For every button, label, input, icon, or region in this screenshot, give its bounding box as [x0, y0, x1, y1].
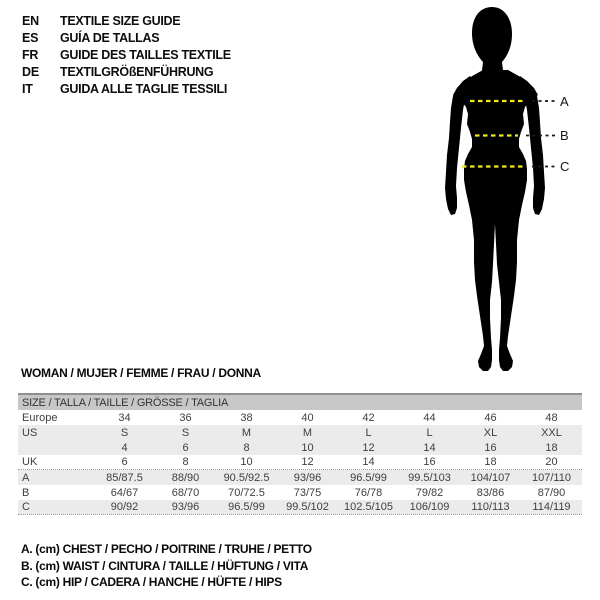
row-label: C: [22, 501, 30, 513]
language-title: TEXTILE SIZE GUIDE: [60, 13, 181, 28]
marker-label-a: A: [560, 94, 569, 109]
measurement-legend: [21, 542, 312, 592]
row-label: A: [22, 471, 30, 484]
size-cell: 46: [484, 411, 497, 424]
language-row: [22, 46, 231, 63]
size-cell: 88/90: [171, 471, 200, 484]
size-cell: 6: [182, 441, 189, 454]
size-cell: 93/96: [171, 501, 200, 513]
size-cell: 42: [362, 411, 375, 424]
legend-chest: A. (cm) CHEST / PECHO / POITRINE / TRUHE / PETTO: [21, 542, 312, 556]
row-label: Europe: [22, 411, 58, 424]
size-cell: 64/67: [110, 486, 139, 499]
table-row: [18, 425, 582, 440]
size-cell: 18: [545, 441, 558, 454]
size-cell: L: [365, 426, 372, 439]
size-cell: 90/92: [110, 501, 139, 513]
measurement-figure: [420, 0, 600, 380]
marker-label-b: B: [560, 128, 569, 143]
size-cell: 12: [362, 441, 375, 454]
size-cell: 114/119: [532, 501, 571, 513]
size-cell: 106/109: [409, 501, 450, 513]
language-row: [22, 12, 231, 29]
section-title: WOMAN / MUJER / FEMME / FRAU / DONNA: [21, 366, 261, 380]
size-cell: 14: [362, 456, 375, 468]
table-row: [18, 485, 582, 500]
size-cell: 36: [179, 411, 192, 424]
size-cell: 16: [484, 441, 497, 454]
language-row: [22, 80, 231, 97]
size-cell: 68/70: [171, 486, 200, 499]
size-cell: 20: [545, 456, 558, 468]
row-label: B: [22, 486, 30, 499]
size-cell: 73/75: [293, 486, 322, 499]
size-cell: 93/96: [293, 471, 322, 484]
size-cell: 34: [118, 411, 131, 424]
table-row: [18, 470, 582, 485]
size-cell: 6: [121, 456, 128, 468]
size-cell: L: [426, 426, 433, 439]
size-cell: 8: [243, 441, 250, 454]
table-row: [18, 440, 582, 455]
language-code: DE: [22, 64, 39, 79]
size-cell: 16: [423, 456, 436, 468]
size-cell: 107/110: [532, 471, 571, 484]
size-cell: 102.5/105: [344, 501, 393, 513]
size-table: [18, 393, 582, 515]
size-cell: 14: [423, 441, 436, 454]
language-code: EN: [22, 13, 39, 28]
size-cell: 18: [484, 456, 497, 468]
size-cell: M: [241, 426, 252, 439]
language-title: GUIDE DES TAILLES TEXTILE: [60, 47, 231, 62]
language-row: [22, 29, 231, 46]
size-cell: 44: [423, 411, 436, 424]
size-cell: XXL: [541, 426, 562, 439]
size-cell: 4: [121, 441, 128, 454]
size-cell: S: [181, 426, 190, 439]
size-cell: 99.5/102: [286, 501, 329, 513]
language-title: GUÍA DE TALLAS: [60, 30, 160, 45]
language-title: TEXTILGRÖßENFÜHRUNG: [60, 64, 214, 79]
size-cell: XL: [483, 426, 498, 439]
size-cell: 40: [301, 411, 314, 424]
size-cell: 70/72.5: [228, 486, 265, 499]
legend-hip: C. (cm) HIP / CADERA / HANCHE / HÜFTE / HIPS: [21, 575, 282, 589]
size-table-header: SIZE / TALLA / TAILLE / GRÖSSE / TAGLIA: [18, 393, 582, 410]
size-cell: M: [302, 426, 313, 439]
language-code: FR: [22, 47, 39, 62]
language-title: GUIDA ALLE TAGLIE TESSILI: [60, 81, 228, 96]
language-row: [22, 63, 231, 80]
size-cell: 90.5/92.5: [223, 471, 270, 484]
size-cell: 76/78: [354, 486, 383, 499]
size-cell: 87/90: [537, 486, 566, 499]
size-cell: 104/107: [470, 471, 511, 484]
size-cell: 48: [545, 411, 558, 424]
size-cell: 96.5/99: [350, 471, 387, 484]
size-cell: 12: [301, 456, 314, 468]
language-code: IT: [22, 81, 33, 96]
size-cell: 83/86: [476, 486, 505, 499]
row-label: UK: [22, 456, 38, 468]
table-row: [18, 410, 582, 425]
size-cell: 110/113: [471, 501, 510, 513]
table-row: [18, 455, 582, 470]
size-cell: 8: [182, 456, 189, 468]
woman-silhouette-icon: [420, 0, 600, 380]
table-row: [18, 500, 582, 515]
row-label: US: [22, 426, 38, 439]
language-code: ES: [22, 30, 39, 45]
size-cell: S: [120, 426, 129, 439]
size-cell: 85/87.5: [106, 471, 143, 484]
marker-label-c: C: [560, 159, 570, 174]
size-cell: 99.5/103: [408, 471, 451, 484]
size-cell: 96.5/99: [228, 501, 265, 513]
language-list: [22, 12, 231, 97]
legend-waist: B. (cm) WAIST / CINTURA / TAILLE / HÜFTUNG / VITA: [21, 558, 309, 573]
size-cell: 38: [240, 411, 253, 424]
size-cell: 10: [240, 456, 253, 468]
size-cell: 10: [301, 441, 314, 454]
size-cell: 79/82: [415, 486, 444, 499]
size-table-body: [18, 410, 582, 515]
